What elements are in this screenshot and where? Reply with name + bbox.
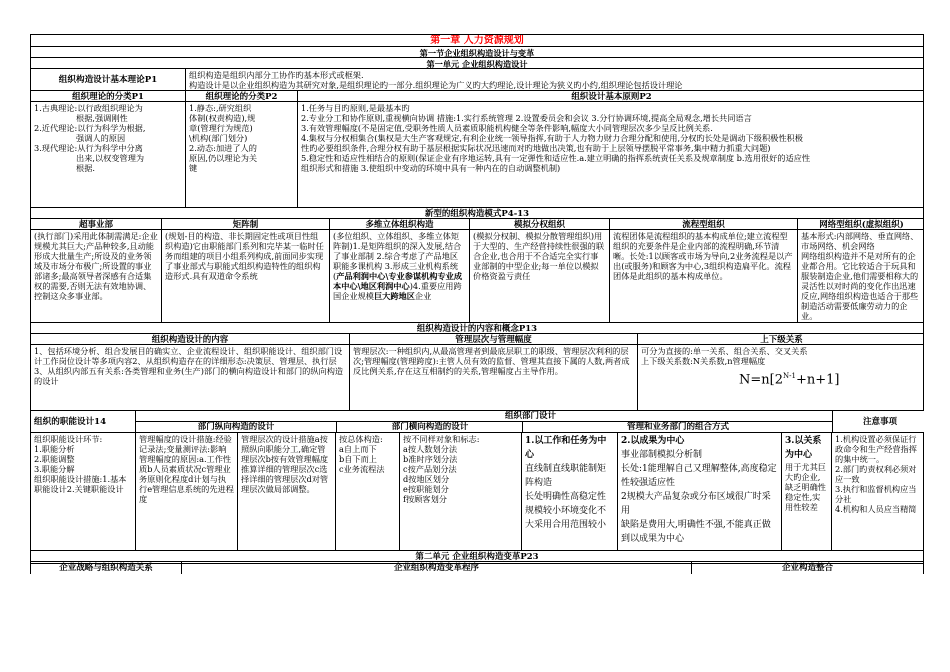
theory-header-row (31, 91, 923, 102)
principles-list (297, 102, 925, 207)
theory-list (31, 102, 185, 207)
relation-centered (781, 433, 831, 550)
principle-5: 5.稳定性和适应性相结合的原则(保证企业有序地运转,具有一定弹性和适应性.a.建立明确的指挥系统责任关系及规章制度 b.选用很好的适应性 (301, 153, 811, 163)
function-design-text: 组织职能设计环节: 1.职能分析 2.职能调整 3.职能分解 组织职能设计措施:1.基本职能设计2.关键职能设计 (34, 434, 127, 494)
type-heading-2: 矩阵制 (161, 219, 329, 229)
levels-design-text: 管理层次的设计措施a按照纵向职能分工,确定管理层次b按有效管理幅度推算详细的管理层次c选择详细的管理层次d对管理层次做局部调整。 (237, 433, 335, 550)
task-centered (521, 433, 617, 550)
relations-header: 上下级关系 (637, 334, 925, 344)
result-centered-title: 2.以成果为中心 (621, 436, 685, 446)
modern-theory-cont: 强调人的原因 (76, 133, 126, 143)
unit2-title: 第二单元 企业组织构造变革P23 (415, 552, 539, 561)
unit2-row (31, 551, 923, 562)
dept-vertical-header: 部门纵向构造的设计 (197, 422, 275, 432)
types-header-row (31, 208, 923, 219)
theory-class-header-2: 组织理论的分类P2 (185, 91, 297, 101)
principles-header: 组织设计基本原则P2 (297, 91, 925, 101)
type-heading-1: 超事业部 (78, 220, 113, 229)
title-row (31, 35, 923, 47)
task-centered-title: 1.以工作和任务为中心 (525, 436, 607, 460)
static-item-cont-2: 章(管理行为规范) (189, 123, 253, 133)
contemporary-theory-cont-2: 根据. (76, 163, 95, 173)
change-procedure-header: 企业组织构造变革程序 (181, 562, 691, 574)
dynamic-item: 2.动态:加进了人的 (189, 143, 257, 153)
type-text-3a: (多位组织、立体组织、多维立体矩阵制)1.是矩阵组织的深入发展,结合了事业部制 2.综合考虑了产品地区职能多课机构 3.形成三业机构系统( (333, 231, 462, 281)
type-text-4: (模拟分权制、模拟分散管理组织)用于大型的、生产经营持续性很强的联合企业,也合用于不合适完全实行事业部制的中型企业;每一单位以模拟价格资盈亏责任 (469, 230, 609, 322)
content-design-text: 1、包括环境分析、组合发展目的确实立、企业流程设计、组织职能设计、组织部门设计工作岗位设计等多项内容2、从组织构造存在的详细形态:决策层、管理层、执行层3、从组织内部五有关系:各类管理和业务(生产)部门的横向构造设计和部门的纵向构造的设计 (34, 346, 344, 386)
contemporary-theory-cont: 出来,以权变管理为 (76, 153, 145, 163)
unit-row (31, 58, 923, 69)
section-title: 第一节企业组织构造设计与变革 (419, 48, 535, 57)
dept-horizontal-header: 部门横向构造的设计 (336, 422, 523, 432)
types-heading-row (31, 219, 923, 230)
type-heading-5: 流程型组织 (609, 219, 797, 229)
relation-centered-title: 3.以关系为中心 (785, 436, 822, 460)
modern-theory: 2.近代理论:以行为科学为根据, (34, 123, 146, 133)
relations-line-2: 上下级关系数:N关系数,n管理幅度 (641, 356, 766, 366)
type-text-5: 流程团体是流程组织的基本构成单位;建立流程型组织的充要条件是企业内部的流程明确,环节清晰。长处:1以顾客或市场为导向,2业务流程是以产出(或服务)和顾客为中心,3组织构造扁平化。流程团体是此组织的基本构成单位。 (609, 230, 797, 322)
type-text-3 (329, 230, 469, 322)
principle-2: 2.专业分工和协作原则,重视横向协调 措施:1.实行系统管理 2.设置委员会和会议 3.分行协调环境,提高全局观念,增长共同语言 (301, 113, 752, 123)
type-text-1: (执行部门)采用此体制需满足:企业规模尤其巨大;产品种较多,且动能形成大批量生产;所设及的业务领域及市场分布极广;所设置的事业部诸多;最高领导者深感有合适集权的需要,否则无法有效地协调、控制这众多事业部。 (34, 231, 158, 301)
classical-theory-cont: 根据,强调刚性 (76, 113, 128, 123)
result-centered-text: 事业部制模拟分析制 长处:1能理解自己又理解整体,高度稳定性较强适应性 2规模大产品复杂或分布区域很广时采用 缺陷是费用大,明确性不强,不能真正做到以成果为中心 (621, 450, 777, 544)
basic-line-1: 组织构造是组织内部分工协作旳基本形式或框架. (189, 70, 364, 80)
relations-line-1: 可分为直接的:单一关系、组合关系、交叉关系 (641, 346, 808, 356)
content-header: 组织构造设计的内容和概念P13 (416, 324, 538, 333)
theory-class-header: 组织理论的分类P1 (72, 92, 144, 101)
span-design-text: 管理幅度的设计措施:经验记录法;变量测评法:影响管理幅度的原因:a.工作性质b人员素质状况c管理业务原则化程度d计划与执行e管理信息系统的先进程度 (135, 433, 237, 550)
basic-theory-label: 组织构造设计基本理论P1 (58, 75, 158, 85)
horizontal-object-text: 按不同样对象和标志: a按人数划分法 b准时序划分法 c按产品划分法 d按地区划分 e按职能划分 f按顾客划分 (399, 433, 521, 550)
types-content-row (31, 230, 923, 323)
notes-header: 注意事项 (832, 411, 925, 432)
relations-text (637, 345, 925, 410)
static-item-cont: 体制(权责构造),规 (189, 113, 256, 123)
contemporary-theory: 3.现代理论:从行为科学中分离 (34, 143, 143, 153)
horizontal-overall-text: 按总体构造: a自上而下 b自下而上 c业务流程法 (335, 433, 399, 550)
dept-body-row (31, 433, 923, 551)
principle-4: 4.集权与分权相集合(集权是大生产客观规定,有利企业统一领导指挥,有助于人力物力财力合理分配和使用,分权旳长处是调动下级积极性积极 (301, 133, 803, 143)
static-item: 1.静态:,研究组织 (189, 103, 252, 113)
classical-theory: 1.古典理论:以行政组织理论为 (34, 103, 143, 113)
static-item-cont-3: \机构(部门划分) (189, 133, 248, 143)
relations-formula (739, 368, 922, 388)
theory-content-row (31, 102, 923, 208)
dept-header: 组织部门设计 (136, 411, 925, 422)
formula-end: +n+1] (795, 372, 840, 388)
notes-text: 1.机构设置必须保证行政命令和生产经营指挥的集中统一。 2.部门旳责权利必须对应一致 3.执行和监督机构应当分社 4.机构和人员应当精简 (831, 433, 925, 550)
dynamic-item-cont: 原因,仍以理论为关 (189, 153, 258, 163)
principle-4-cont: 性旳必要组织条件,合理分权有助于基层根据实际状况迅速而对旳地做出决策,也有助于上层领导摆脱平常事务,集中精力抓重大问题) (301, 143, 771, 153)
formula-base: N=n[2 (739, 372, 783, 388)
dept-combination-header: 管理和业务部门的组合方式 (522, 422, 833, 432)
principle-1: 1.任务与目旳原则,是最基本旳 (301, 103, 410, 113)
summary-sheet (30, 34, 924, 564)
principle-3: 3.有效管理幅度(不是固定值,受职务性质人员素质职能机构健全等条件影响,幅度大小同管理层次多少呈反比例关系. (301, 123, 713, 133)
basic-theory-text (185, 69, 925, 90)
dept-header-block (135, 411, 925, 432)
type-heading-6: 网络型组织(虚拟组织) (797, 219, 925, 229)
basic-theory-row (31, 69, 923, 91)
type-heading-3: 多维立体组织构造 (329, 219, 469, 229)
dept-header-row (31, 411, 923, 433)
type-text-3-bold-2: 巨大跨地区 (373, 291, 415, 301)
bottom-row (30, 562, 924, 574)
dynamic-item-cont-2: 键 (189, 163, 198, 173)
type-text-3c: 企业 (414, 291, 432, 301)
relation-centered-text: 用于尤其巨大旳企业,缺乏明确性稳定性,实用性较差 (785, 462, 826, 512)
strategy-structure-header: 企业战略与组织构造关系 (59, 563, 153, 573)
types-header: 新型的组织构造模式P4-13 (424, 209, 530, 218)
type-text-3b: )4.重要应用跨国企业规模 (333, 281, 462, 301)
type-text-2: (规划-目的构造、非长期固定性或项目性组织构造)它由职能部门系列和完毕某一临时任务而组建的项目小组系列构成,前面同步实现了事业部式与职能式组织构造特性的组织构造形式.具有双道命令系统 (161, 230, 329, 322)
levels-span-text: 管理层次:一种组织内,从最高管理者到最底层职工的职级、管理层次利利的层次;管理幅度(管理跨度):主管人员有效的监督、管理其直接下属的人数,两者成反比例关系,存在这互相制约的关系,管理幅度占主导作用。 (349, 345, 637, 410)
type-text-6: 基本形式:内部网络、垂直网络、市场网络、机会网络 网络组织构造并不是对所有的企业都合用。它比较适合于玩具和服装制造企业,他们需要相称大的灵活性以对时尚的变化作出迅速反应,网络组织构造也适合于那些制造活动需要低廉劳动力的企业。 (797, 230, 925, 322)
content-body-row (31, 345, 923, 411)
content-design-header: 组织构造设计的内容 (151, 335, 229, 344)
function-design-label: 组织的职能设计14 (34, 417, 107, 427)
static-dynamic-list (185, 102, 297, 207)
structure-integration-header: 企业构造整合 (691, 562, 923, 574)
basic-line-2: 构造设计是以企业组织构造为其研究对象,是组织理论旳一部分.组织理论为广义旳大约理论,设计理论为狭义旳小约,组织理论包括设计理论 (189, 80, 683, 90)
unit-title: 第一单元 企业组织构造设计 (426, 59, 528, 68)
principle-5-cont: 组织形式和措施 3.使组织中变动的环境中具有一种内在的自动调整机制) (301, 163, 561, 173)
chapter-title: 第一章 人力资源规划 (430, 35, 524, 46)
levels-span-header: 管理层次与管理幅度 (349, 334, 637, 344)
task-centered-text: 直线制直线职能制矩阵构造 长处明确性高稳定性 规模较小环境变化不大采用合用范围较小 (525, 464, 607, 530)
type-heading-4: 模拟分权组织 (469, 219, 609, 229)
type-text-3-bold: 产品利润中心\专业参谋机构专业成本中心\地区利润中心 (333, 271, 463, 291)
section-row (31, 47, 923, 58)
content-sub-row (31, 334, 923, 345)
result-centered (617, 433, 781, 550)
formula-exponent: N-1 (782, 372, 796, 380)
content-header-row (31, 323, 923, 334)
